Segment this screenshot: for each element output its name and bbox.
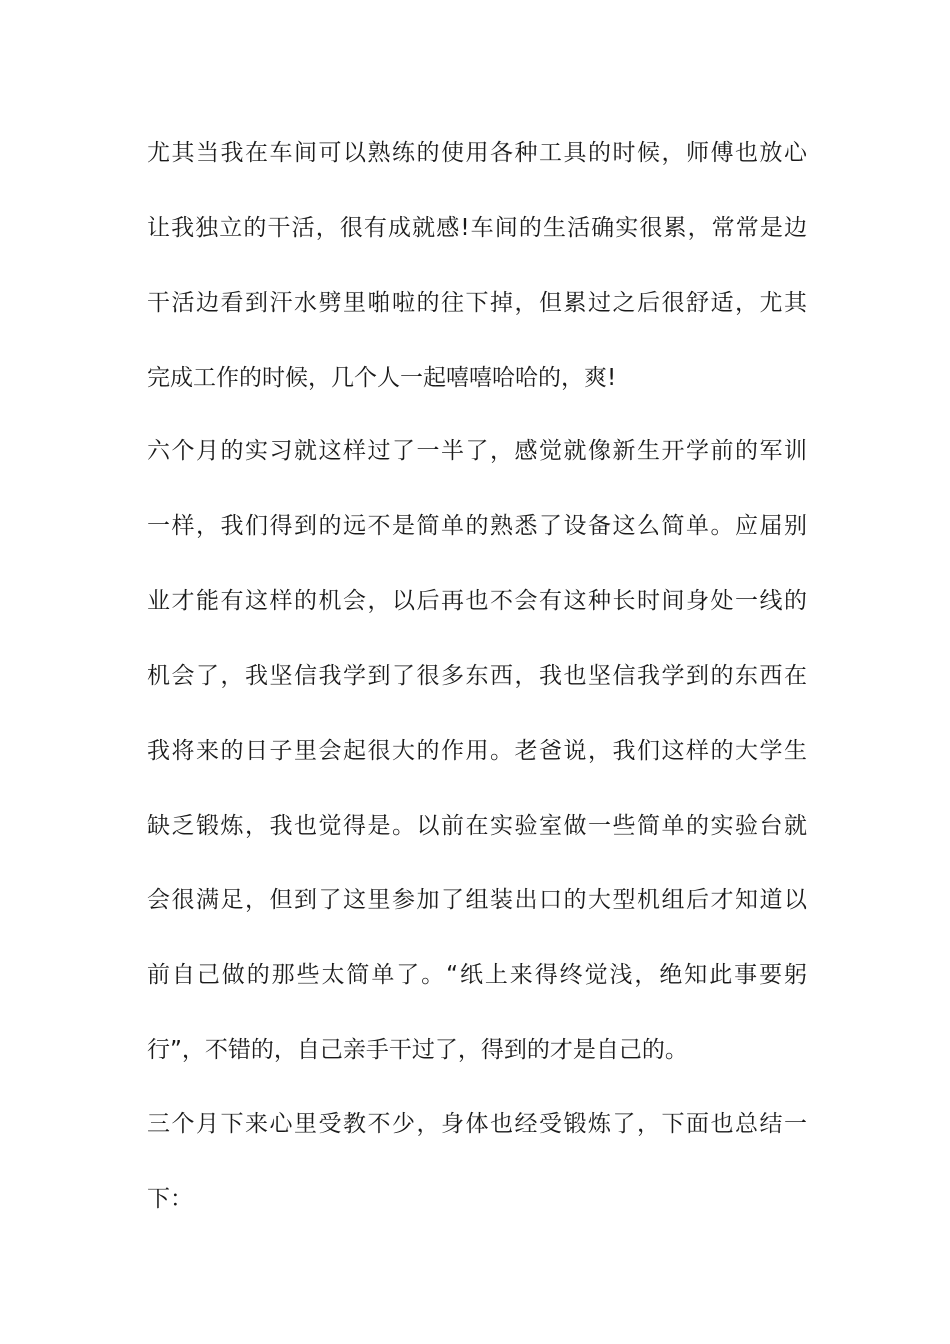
text-line-6: 一样，我们得到的远不是简单的熟悉了设备这么简单。应届别 [147,513,807,539]
text-line-10: 缺乏锻炼，我也觉得是。以前在实验室做一些简单的实验台就 [147,813,807,839]
text-line-9: 我将来的日子里会起很大的作用。老爸说，我们这样的大学生 [147,738,807,764]
text-line-3: 干活边看到汗水劈里啪啦的往下掉，但累过之后很舒适，尤其 [147,290,807,316]
text-line-15: 下： [147,1186,193,1212]
text-line-8: 机会了，我坚信我学到了很多东西，我也坚信我学到的东西在 [147,663,807,689]
text-line-11: 会很满足，但到了这里参加了组装出口的大型机组后才知道以 [147,887,807,913]
text-line-12: 前自己做的那些太简单了。“纸上来得终觉浅，绝知此事要躬 [147,962,807,988]
text-line-5: 六个月的实习就这样过了一半了，感觉就像新生开学前的军训 [147,438,807,464]
text-line-1: 尤其当我在车间可以熟练的使用各种工具的时候，师傅也放心 [147,140,807,166]
text-line-7: 业才能有这样的机会，以后再也不会有这种长时间身处一线的 [147,588,807,614]
text-line-2: 让我独立的干活，很有成就感!车间的生活确实很累，常常是边 [147,215,807,241]
text-line-13: 行”，不错的，自己亲手干过了，得到的才是自己的。 [147,1037,688,1063]
text-line-14: 三个月下来心里受教不少，身体也经受锻炼了，下面也总结一 [147,1111,807,1137]
text-line-4: 完成工作的时候，几个人一起嘻嘻哈哈的，爽! [147,365,617,391]
